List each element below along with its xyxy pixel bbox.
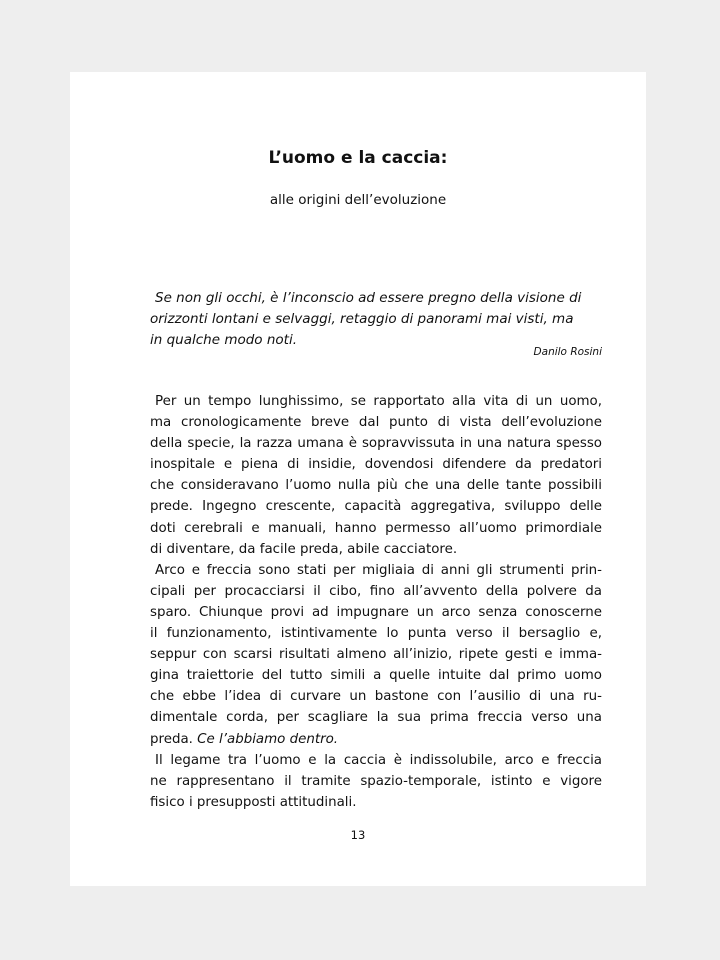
text-line: Per un tempo lunghissimo, se rapportato alla vita di un uomo, bbox=[155, 394, 602, 409]
text-line: seppur con scarsi risultati almeno all’inizio, ripete gesti e imma- bbox=[150, 647, 602, 663]
text-line: cipali per procacciarsi il cibo, fino all’avvento della polvere da bbox=[150, 583, 602, 599]
emphasized-text: Ce l’abbiamo dentro. bbox=[197, 731, 339, 747]
text-line: doti cerebrali e manuali, hanno permesso all’uomo primordiale bbox=[150, 520, 602, 536]
text-segment: preda. bbox=[150, 731, 198, 747]
chapter-title: L’uomo e la caccia: bbox=[268, 148, 448, 168]
text-line: che ebbe l’idea di curvare un bastone con l’ausilio di una ru- bbox=[150, 689, 602, 705]
text-line: Il legame tra l’uomo e la caccia è indissolubile, arco e freccia bbox=[155, 752, 602, 768]
text-line: fisico i presupposti attitudinali. bbox=[150, 794, 357, 810]
chapter-subtitle: alle origini dell’evoluzione bbox=[269, 192, 447, 208]
text-line: Arco e freccia sono stati per migliaia di anni gli strumenti prin- bbox=[155, 562, 602, 578]
body-text bbox=[150, 391, 602, 813]
text-line: ne rappresentano il tramite spazio-temporale, istinto e vigore bbox=[150, 773, 602, 789]
page-number: 13 bbox=[350, 828, 366, 842]
book-page bbox=[70, 72, 646, 886]
text-line: che consideravano l’uomo nulla più che una delle tante possibili bbox=[150, 478, 602, 494]
epigraph-line: orizzonti lontani e selvaggi, retaggio di panorami mai visti, ma bbox=[150, 311, 574, 327]
text-line bbox=[150, 729, 602, 750]
text-line: di diventare, da facile preda, abile cacciatore. bbox=[150, 541, 458, 557]
text-line: prede. Ingegno crescente, capacità aggregativa, sviluppo delle bbox=[150, 499, 602, 515]
text-line: sparo. Chiunque provi ad impugnare un arco senza conoscerne bbox=[150, 604, 602, 620]
text-line: della specie, la razza umana è sopravvissuta in una natura spesso bbox=[150, 436, 602, 452]
text-line: dimentale corda, per scagliare la sua prima freccia verso una bbox=[150, 710, 602, 726]
epigraph bbox=[150, 288, 602, 351]
epigraph-author: Danilo Rosini bbox=[533, 346, 602, 358]
epigraph-line: in qualche modo noti. bbox=[150, 332, 298, 348]
text-line: il funzionamento, istintivamente lo punta verso il bersaglio e, bbox=[150, 626, 602, 642]
text-line: ma cronologicamente breve dal punto di vista dell’evoluzione bbox=[150, 415, 602, 431]
epigraph-line: Se non gli occhi, è l’inconscio ad essere pregno della visione di bbox=[155, 290, 582, 306]
text-line: inospitale e piena di insidie, dovendosi difendere da predatori bbox=[150, 457, 602, 473]
text-line: gina traiettorie del tutto simili a quelle intuite dal primo uomo bbox=[150, 668, 602, 684]
